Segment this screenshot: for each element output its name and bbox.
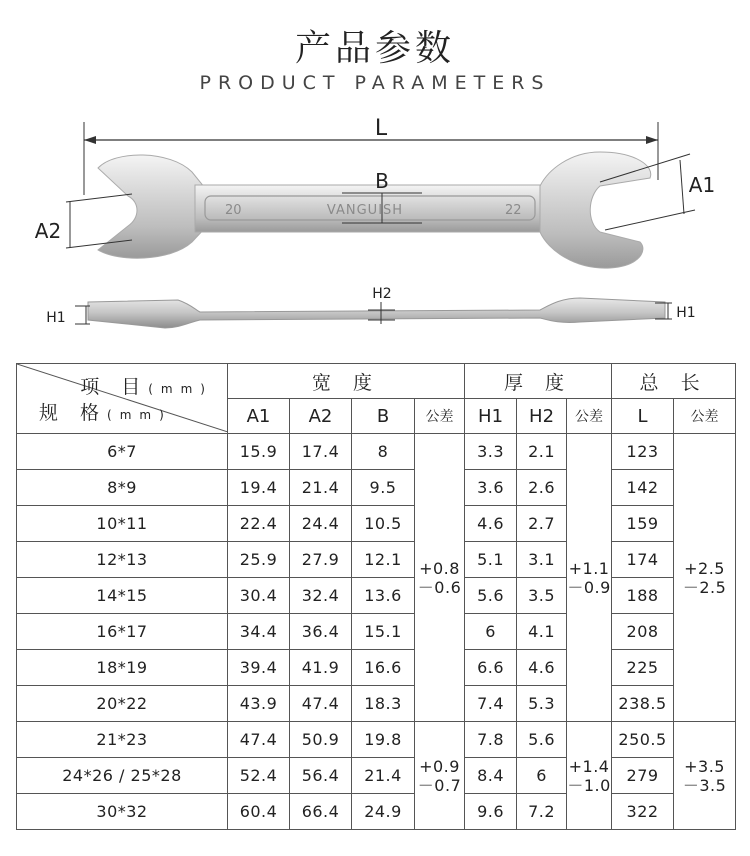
engraving-size-left: 20 [225, 203, 242, 218]
header-length-group: 总 长 [612, 364, 736, 399]
cell-spec: 12*13 [17, 542, 228, 578]
table-row [17, 722, 736, 758]
cell-A1: 19.4 [228, 470, 290, 506]
cell-A2: 50.9 [290, 722, 352, 758]
page-subtitle: PRODUCT PARAMETERS [199, 72, 551, 94]
wrench-diagram [0, 110, 750, 350]
col-header-tolerance-length: 公差 [674, 399, 736, 434]
cell-L: 188 [612, 578, 674, 614]
cell-B: 16.6 [352, 650, 415, 686]
col-header-H1: H1 [465, 399, 517, 434]
table-row [17, 578, 736, 614]
cell-H2: 2.1 [517, 434, 567, 470]
cell-B: 18.3 [352, 686, 415, 722]
cell-B: 19.8 [352, 722, 415, 758]
cell-L: 174 [612, 542, 674, 578]
label-B: B [375, 169, 389, 193]
page-title: 产品参数 [294, 28, 455, 69]
table-row [17, 542, 736, 578]
cell-H1: 3.6 [465, 470, 517, 506]
engraving-brand: VANGUISH [326, 203, 404, 218]
cell-A1: 30.4 [228, 578, 290, 614]
col-header-tolerance-width: 公差 [415, 399, 465, 434]
cell-spec: 8*9 [17, 470, 228, 506]
table-row [17, 506, 736, 542]
cell-tolerance-width-1: +0.8 －0.6 [415, 434, 465, 722]
corner-label-item: 项 目(mm) [80, 376, 213, 398]
cell-H2: 7.2 [517, 794, 567, 830]
table-row [17, 758, 736, 794]
cell-H2: 5.3 [517, 686, 567, 722]
col-header-L: L [612, 399, 674, 434]
cell-A1: 52.4 [228, 758, 290, 794]
cell-A1: 15.9 [228, 434, 290, 470]
engraving-size-right: 22 [505, 203, 522, 218]
col-header-A1: A1 [228, 399, 290, 434]
label-L: L [374, 116, 388, 141]
cell-L: 208 [612, 614, 674, 650]
cell-tolerance-length-1: +2.5 －2.5 [674, 434, 736, 722]
cell-A2: 21.4 [290, 470, 352, 506]
cell-spec: 16*17 [17, 614, 228, 650]
cell-B: 24.9 [352, 794, 415, 830]
cell-H2: 3.5 [517, 578, 567, 614]
cell-A1: 39.4 [228, 650, 290, 686]
cell-spec: 14*15 [17, 578, 228, 614]
col-header-A2: A2 [290, 399, 352, 434]
header-thickness-group: 厚 度 [465, 364, 612, 399]
cell-A2: 32.4 [290, 578, 352, 614]
cell-A2: 66.4 [290, 794, 352, 830]
label-H2: H2 [372, 286, 392, 302]
table-row [17, 434, 736, 470]
cell-H2: 2.6 [517, 470, 567, 506]
table-corner-cell [17, 364, 228, 434]
cell-H1: 4.6 [465, 506, 517, 542]
cell-H1: 7.4 [465, 686, 517, 722]
table-row [17, 794, 736, 830]
label-H1-right: H1 [676, 305, 696, 321]
cell-spec: 6*7 [17, 434, 228, 470]
cell-B: 9.5 [352, 470, 415, 506]
table-row [17, 650, 736, 686]
cell-tolerance-thickness-1: +1.1 －0.9 [567, 434, 612, 722]
cell-A1: 60.4 [228, 794, 290, 830]
cell-A2: 41.9 [290, 650, 352, 686]
cell-L: 159 [612, 506, 674, 542]
table-row [17, 686, 736, 722]
cell-tolerance-thickness-2: +1.4 －1.0 [567, 722, 612, 830]
cell-H2: 6 [517, 758, 567, 794]
cell-B: 21.4 [352, 758, 415, 794]
cell-L: 250.5 [612, 722, 674, 758]
col-header-H2: H2 [517, 399, 567, 434]
col-header-tolerance-thickness: 公差 [567, 399, 612, 434]
cell-spec: 24*26 / 25*28 [17, 758, 228, 794]
cell-B: 15.1 [352, 614, 415, 650]
cell-A2: 27.9 [290, 542, 352, 578]
label-A1: A1 [688, 173, 716, 197]
cell-B: 13.6 [352, 578, 415, 614]
cell-H1: 8.4 [465, 758, 517, 794]
cell-tolerance-length-2: +3.5 －3.5 [674, 722, 736, 830]
cell-A1: 47.4 [228, 722, 290, 758]
cell-A2: 17.4 [290, 434, 352, 470]
cell-H1: 9.6 [465, 794, 517, 830]
cell-L: 123 [612, 434, 674, 470]
header-width-group: 宽 度 [228, 364, 465, 399]
wrench-side-view [46, 286, 695, 328]
cell-B: 10.5 [352, 506, 415, 542]
cell-H1: 5.6 [465, 578, 517, 614]
cell-A2: 56.4 [290, 758, 352, 794]
cell-L: 279 [612, 758, 674, 794]
table-row [17, 470, 736, 506]
cell-spec: 21*23 [17, 722, 228, 758]
cell-spec: 18*19 [17, 650, 228, 686]
cell-L: 238.5 [612, 686, 674, 722]
cell-B: 8 [352, 434, 415, 470]
cell-A2: 36.4 [290, 614, 352, 650]
cell-H2: 5.6 [517, 722, 567, 758]
label-A2: A2 [34, 219, 62, 243]
cell-H2: 2.7 [517, 506, 567, 542]
cell-A1: 43.9 [228, 686, 290, 722]
cell-H1: 3.3 [465, 434, 517, 470]
cell-A1: 25.9 [228, 542, 290, 578]
label-H1-left: H1 [46, 310, 66, 326]
cell-L: 142 [612, 470, 674, 506]
cell-H2: 4.6 [517, 650, 567, 686]
cell-spec: 10*11 [17, 506, 228, 542]
col-header-B: B [352, 399, 415, 434]
cell-H1: 6 [465, 614, 517, 650]
cell-A2: 24.4 [290, 506, 352, 542]
cell-B: 12.1 [352, 542, 415, 578]
cell-spec: 20*22 [17, 686, 228, 722]
cell-A2: 47.4 [290, 686, 352, 722]
cell-tolerance-width-2: +0.9 －0.7 [415, 722, 465, 830]
cell-A1: 22.4 [228, 506, 290, 542]
cell-H2: 4.1 [517, 614, 567, 650]
cell-H1: 5.1 [465, 542, 517, 578]
cell-H1: 7.8 [465, 722, 517, 758]
spec-table [16, 363, 736, 830]
corner-label-spec: 规 格(mm) [39, 402, 172, 424]
cell-A1: 34.4 [228, 614, 290, 650]
cell-L: 225 [612, 650, 674, 686]
cell-L: 322 [612, 794, 674, 830]
table-row [17, 614, 736, 650]
cell-H1: 6.6 [465, 650, 517, 686]
cell-H2: 3.1 [517, 542, 567, 578]
cell-spec: 30*32 [17, 794, 228, 830]
